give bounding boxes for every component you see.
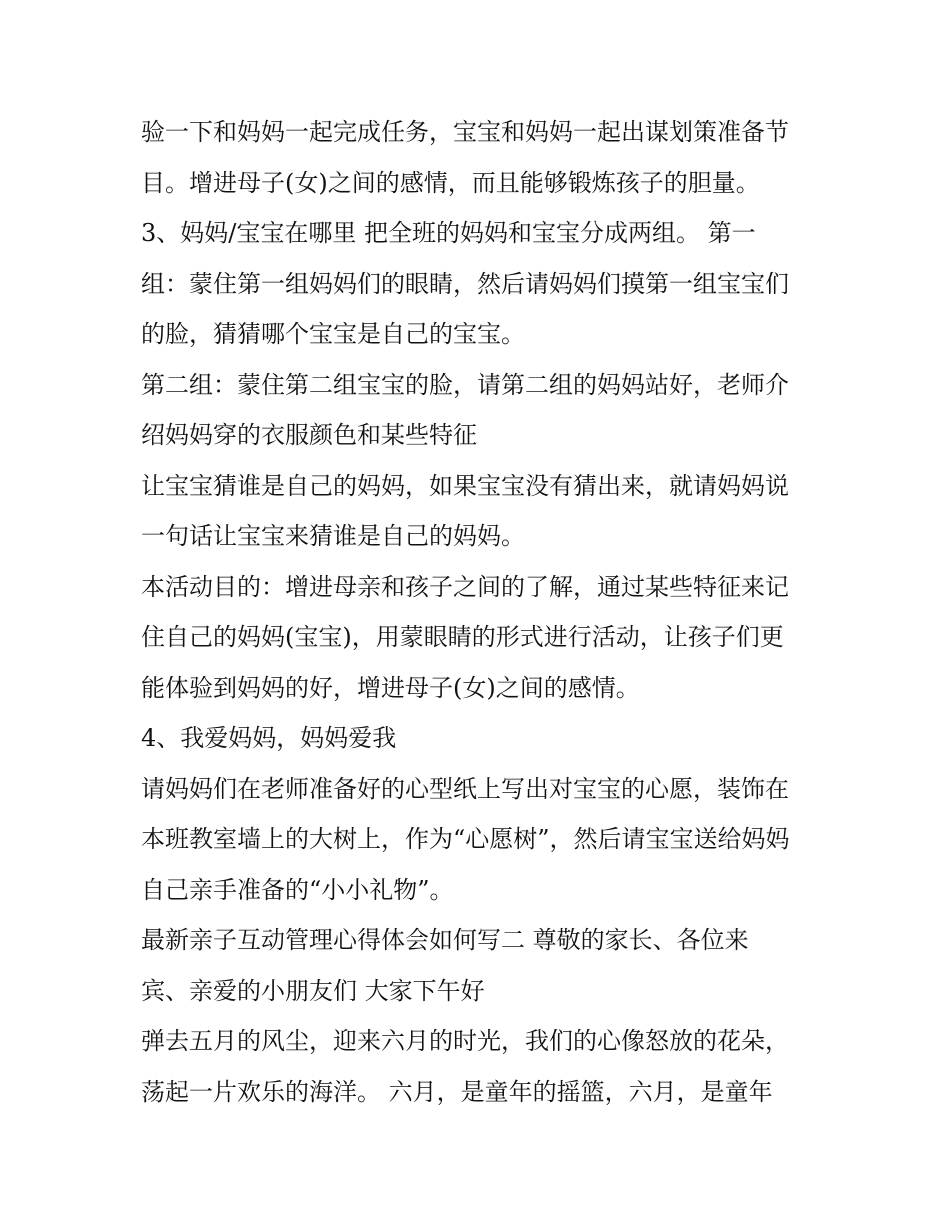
text-line: 请妈妈们在老师准备好的心型纸上写出对宝宝的心愿，装饰在 <box>141 774 789 803</box>
document-body <box>141 107 821 1117</box>
text-line: 自己亲手准备的“小小礼物”。 <box>141 875 454 904</box>
text-line: 弹去五月的风尘，迎来六月的时光，我们的心像怒放的花朵， <box>141 1027 789 1055</box>
text-line: 的脸，猜猜哪个宝宝是自己的宝宝。 <box>141 320 525 348</box>
text-line: 能体验到妈妈的好，增进母子(女)之间的感情。 <box>141 673 640 702</box>
text-line: 3、妈妈/宝宝在哪里 把全班的妈妈和宝宝分成两组。 第一 <box>141 219 756 247</box>
text-line: 组：蒙住第一组妈妈们的眼睛，然后请妈妈们摸第一组宝宝们 <box>141 269 789 298</box>
text-line: 荡起一片欢乐的海洋。 六月，是童年的摇篮，六月，是童年 <box>141 1077 773 1106</box>
text-line: 最新亲子互动管理心得体会如何写二 尊敬的家长、各位来 <box>141 926 749 954</box>
text-line: 验一下和妈妈一起完成任务，宝宝和妈妈一起出谋划策准备节 <box>141 118 789 146</box>
text-line: 让宝宝猜谁是自己的妈妈，如果宝宝没有猜出来，就请妈妈说 <box>141 471 789 500</box>
text-line: 第二组：蒙住第二组宝宝的脸，请第二组的妈妈站好，老师介 <box>141 370 789 399</box>
text-line: 绍妈妈穿的衣服颜色和某些特征 <box>141 421 477 449</box>
text-line: 目。增进母子(女)之间的感情，而且能够锻炼孩子的胆量。 <box>141 168 760 197</box>
text-line: 一句话让宝宝来猜谁是自己的妈妈。 <box>141 522 525 550</box>
text-line: 4、我爱妈妈，妈妈爱我 <box>141 724 397 752</box>
text-line: 本班教室墙上的大树上，作为“心愿树”，然后请宝宝送给妈妈 <box>141 825 790 853</box>
text-line: 本活动目的：增进母亲和孩子之间的了解，通过某些特征来记 <box>141 572 789 601</box>
text-line: 住自己的妈妈(宝宝)，用蒙眼睛的形式进行活动，让孩子们更 <box>141 623 784 651</box>
text-line: 宾、亲爱的小朋友们 大家下午好 <box>141 976 485 1005</box>
